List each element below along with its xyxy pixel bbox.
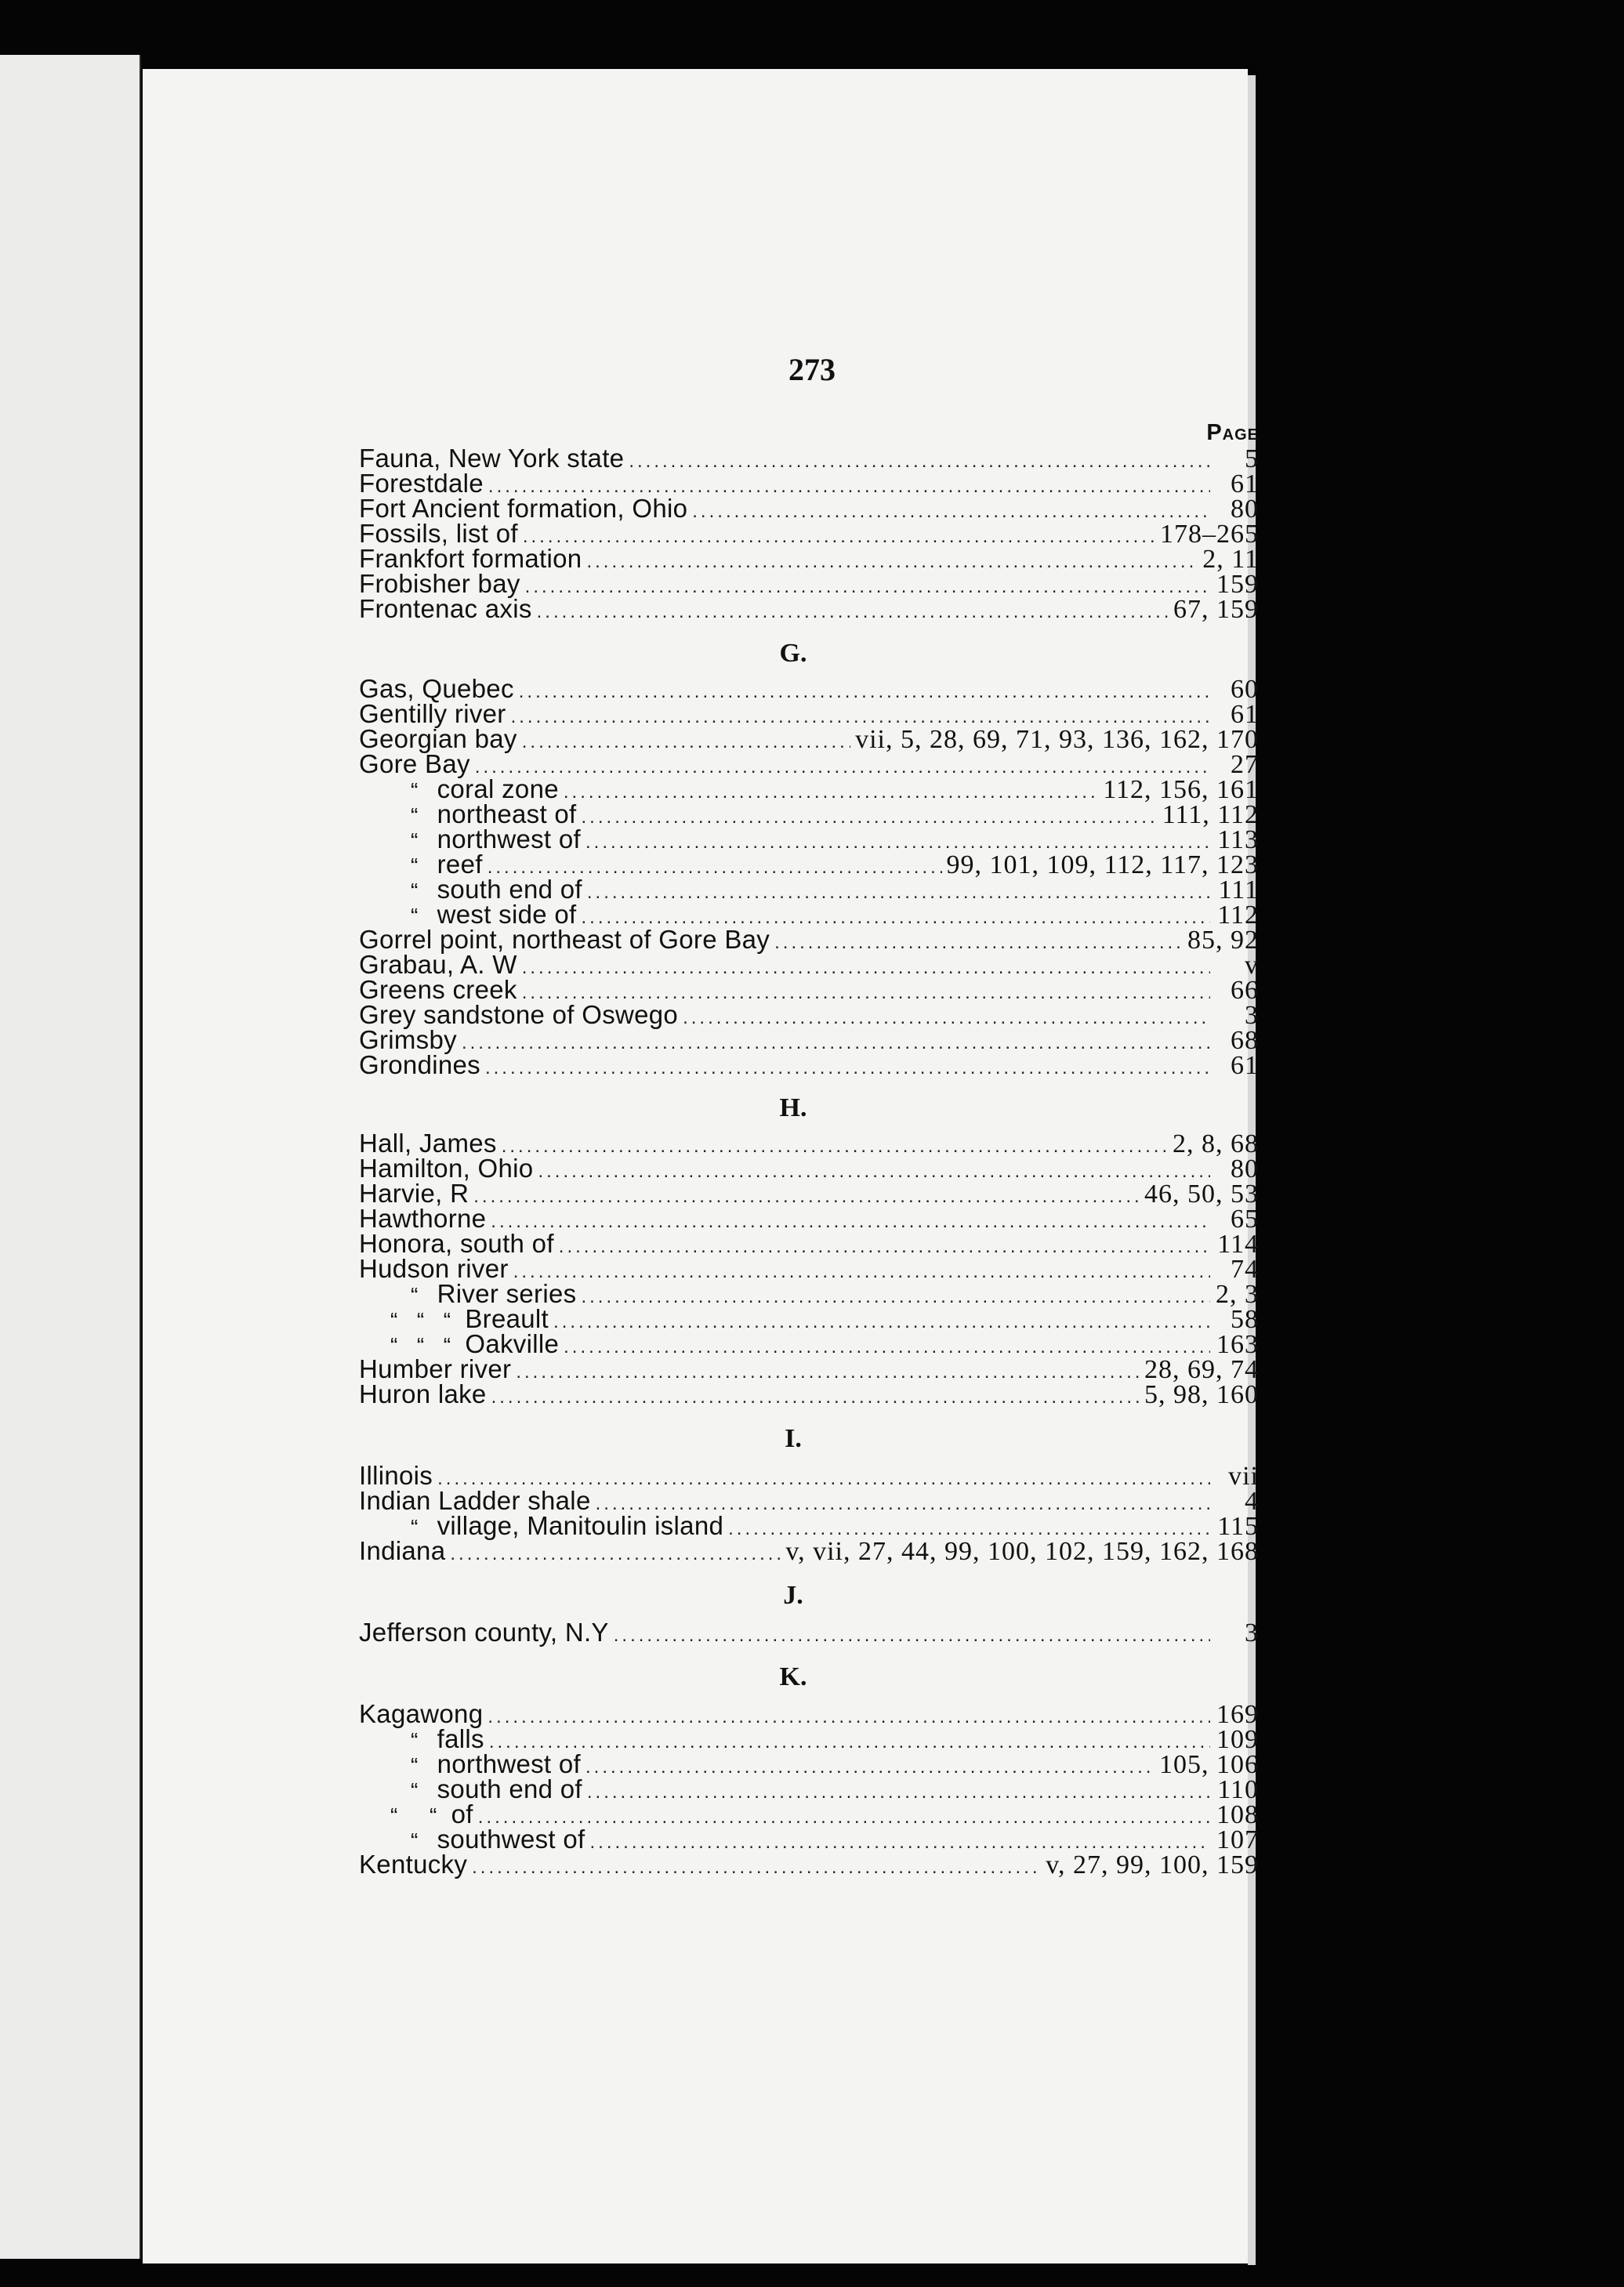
- index-entry: [359, 1131, 1259, 1156]
- ditto-mark: “: [411, 1778, 419, 1803]
- leader-dots: [683, 1006, 1210, 1031]
- leader-dots: [586, 549, 1198, 574]
- page-references: 105, 106: [1159, 1750, 1259, 1779]
- index-section: [359, 1662, 1259, 1877]
- page-references: 46, 50, 53: [1144, 1180, 1259, 1209]
- index-term: Grey sandstone of Oswego: [359, 1000, 679, 1029]
- index-entry: [359, 1354, 1259, 1384]
- index-entry: [359, 701, 1259, 727]
- leader-dots: [581, 1285, 1210, 1310]
- index-section: [359, 1581, 1259, 1645]
- section-letter: J.: [783, 1581, 803, 1610]
- index-term: Harvie, R: [359, 1179, 469, 1208]
- page-column-heading: Page: [1206, 420, 1259, 445]
- page-references: 61: [1231, 1051, 1259, 1080]
- index-term: Fauna, New York state: [359, 444, 625, 473]
- index-term: Forestdale: [359, 469, 484, 498]
- page-references: 2, 3: [1216, 1280, 1259, 1309]
- index-term: northwest of: [437, 1749, 581, 1778]
- page-references: vii, 5, 28, 69, 71, 93, 136, 162, 170: [855, 725, 1259, 754]
- leader-dots: [774, 930, 1183, 955]
- index-entry: [359, 900, 1259, 930]
- index-term: Gas, Quebec: [359, 674, 514, 703]
- page-references: vii: [1228, 1462, 1259, 1491]
- page-references: 113: [1217, 825, 1259, 854]
- leader-dots: [491, 1209, 1210, 1234]
- leader-dots: [450, 1542, 781, 1567]
- ditto-mark: “: [411, 828, 419, 853]
- index-entry: [359, 569, 1259, 599]
- index-term: Gentilly river: [359, 699, 506, 728]
- ditto-mark: “: [411, 778, 419, 803]
- index-term: coral zone: [437, 774, 559, 803]
- index-term: Greens creek: [359, 975, 517, 1004]
- leader-dots: [478, 1805, 1210, 1830]
- leader-dots: [587, 1780, 1210, 1805]
- leader-dots: [489, 1730, 1210, 1755]
- index-term: Illinois: [359, 1461, 433, 1490]
- index-entry: [359, 1699, 1259, 1729]
- index-term: of: [451, 1800, 473, 1829]
- page-references: 28, 69, 74: [1144, 1355, 1259, 1384]
- page-references: v, vii, 27, 44, 99, 100, 102, 159, 162, 168: [785, 1537, 1259, 1566]
- index-entry: [359, 1179, 1259, 1209]
- index-term: Grondines: [359, 1050, 480, 1079]
- page-references: 66: [1231, 976, 1259, 1005]
- page-references: 159: [1216, 570, 1259, 599]
- leader-dots: [553, 1310, 1210, 1335]
- section-letter: K.: [779, 1662, 807, 1691]
- leader-dots: [473, 1184, 1140, 1209]
- index-term: Kentucky: [359, 1850, 468, 1879]
- page-references: 5, 98, 160: [1144, 1380, 1259, 1409]
- page-references: v: [1245, 951, 1259, 980]
- leader-dots: [538, 1159, 1210, 1184]
- index-entry: [359, 1229, 1259, 1259]
- leader-dots: [582, 805, 1158, 830]
- index-entry: [359, 1827, 1259, 1852]
- index-entry: [359, 852, 1259, 877]
- page-references: 115: [1217, 1512, 1259, 1541]
- index-entry: [359, 446, 1259, 471]
- index-section: [359, 1093, 1259, 1407]
- page-references: 111: [1218, 875, 1259, 904]
- index-term: south end of: [437, 875, 582, 904]
- leader-dots: [475, 755, 1210, 780]
- index-term: falls: [437, 1724, 484, 1753]
- index-sections: [359, 446, 1259, 1877]
- index-entry: [359, 1329, 1259, 1359]
- leader-dots: [502, 1134, 1168, 1159]
- leader-dots: [523, 524, 1155, 549]
- index-entry: [359, 596, 1259, 622]
- page-references: 27: [1231, 750, 1259, 779]
- index-term: Grabau, A. W: [359, 950, 517, 979]
- index-term: Indian Ladder shale: [359, 1486, 591, 1515]
- index-entry: [359, 1486, 1259, 1516]
- ditto-mark: “: [411, 1829, 419, 1853]
- leader-dots: [491, 1385, 1140, 1410]
- leader-dots: [472, 1855, 1041, 1880]
- leader-dots: [488, 1705, 1210, 1730]
- page-references: 163: [1216, 1330, 1259, 1359]
- page-references: 80: [1231, 1154, 1259, 1183]
- index-entry: [359, 774, 1259, 804]
- ditto-mark: “: [411, 1753, 419, 1778]
- index-entry: [359, 925, 1259, 955]
- index-entry: [359, 1620, 1259, 1645]
- index-entry: [359, 519, 1259, 549]
- page-references: 5: [1245, 444, 1259, 473]
- index-entry: [359, 1025, 1259, 1055]
- index-section: [359, 639, 1259, 1078]
- leader-dots: [485, 1056, 1210, 1081]
- leader-dots: [522, 955, 1210, 980]
- index-entry: [359, 1204, 1259, 1234]
- page-references: 107: [1216, 1825, 1259, 1854]
- section-letter: H.: [779, 1093, 807, 1122]
- page-references: 110: [1217, 1775, 1259, 1804]
- index-term: Hamilton, Ohio: [359, 1154, 534, 1183]
- index-term: Huron lake: [359, 1379, 487, 1408]
- page-references: 111, 112: [1162, 800, 1259, 829]
- index-entry: [359, 471, 1259, 496]
- page-references: 112, 156, 161: [1103, 775, 1259, 804]
- index-entry: [359, 1050, 1259, 1080]
- leader-dots: [559, 1234, 1210, 1259]
- page-number: 273: [788, 352, 836, 387]
- index-term: Jefferson county, N.Y: [359, 1618, 609, 1647]
- page-references: 58: [1231, 1305, 1259, 1334]
- ditto-mark: “ “ “: [390, 1333, 451, 1357]
- index-entry: [359, 1281, 1259, 1307]
- page-references: 68: [1231, 1026, 1259, 1055]
- index-term: village, Manitoulin island: [437, 1511, 724, 1540]
- index-term: Georgian bay: [359, 724, 517, 753]
- index-term: Fossils, list of: [359, 519, 518, 548]
- index-entry: [359, 1536, 1259, 1566]
- leader-dots: [564, 780, 1098, 805]
- ditto-mark: “: [411, 879, 419, 903]
- leader-dots: [522, 730, 850, 755]
- index-list: [359, 419, 1259, 1877]
- leader-dots: [629, 449, 1210, 474]
- index-term: south end of: [437, 1774, 582, 1803]
- index-term: west side of: [437, 900, 577, 929]
- page-references: 60: [1231, 675, 1259, 704]
- index-term: Gorrel point, northeast of Gore Bay: [359, 925, 770, 954]
- index-term: Indiana: [359, 1536, 446, 1565]
- leader-dots: [516, 1360, 1140, 1385]
- index-entry: [359, 1774, 1259, 1804]
- index-term: northeast of: [437, 799, 577, 828]
- page-references: 80: [1231, 495, 1259, 524]
- index-entry: [359, 799, 1259, 829]
- page-references: 99, 101, 109, 112, 117, 123: [946, 850, 1259, 879]
- page-references: 74: [1231, 1255, 1259, 1284]
- index-term: Fort Ancient formation, Ohio: [359, 494, 688, 523]
- page-references: 178–265: [1160, 520, 1259, 549]
- leader-dots: [513, 1259, 1210, 1285]
- section-letter: G.: [779, 639, 807, 668]
- index-term: Hall, James: [359, 1129, 497, 1158]
- index-term: Hudson river: [359, 1254, 509, 1283]
- ditto-mark: “: [411, 1283, 419, 1307]
- index-entry: [359, 1749, 1259, 1779]
- page-references: 61: [1231, 700, 1259, 729]
- page-references: 169: [1216, 1700, 1259, 1729]
- index-entry: [359, 1802, 1259, 1827]
- index-entry: [359, 1156, 1259, 1181]
- page-references: 114: [1217, 1230, 1259, 1259]
- index-entry: [359, 749, 1259, 779]
- index-term: northwest of: [437, 825, 581, 854]
- ditto-mark: “: [411, 1515, 419, 1539]
- index-entry: [359, 950, 1259, 980]
- index-entry: [359, 1513, 1259, 1539]
- leader-dots: [564, 1335, 1210, 1360]
- index-entry: [359, 544, 1259, 574]
- index-entry: [359, 674, 1259, 704]
- page-references: 112: [1217, 901, 1259, 930]
- index-term: Oakville: [465, 1329, 560, 1358]
- leader-dots: [692, 499, 1210, 524]
- index-entry: [359, 1852, 1259, 1877]
- ditto-mark: “ “: [390, 1803, 437, 1828]
- page-references: 85, 92: [1187, 926, 1259, 955]
- page-references: 65: [1231, 1205, 1259, 1234]
- index-entry: [359, 827, 1259, 852]
- page-references: 108: [1216, 1800, 1259, 1829]
- index-entry: [359, 975, 1259, 1005]
- ditto-mark: “: [411, 904, 419, 928]
- index-term: Grimsby: [359, 1025, 457, 1054]
- page-references: 109: [1216, 1725, 1259, 1754]
- leader-dots: [587, 880, 1210, 905]
- leader-dots: [614, 1623, 1210, 1648]
- page-references: 3: [1245, 1618, 1259, 1647]
- index-term: Breault: [465, 1304, 549, 1333]
- index-term: Honora, south of: [359, 1229, 554, 1258]
- index-term: Humber river: [359, 1354, 512, 1383]
- ditto-mark: “: [411, 803, 419, 828]
- page-references: v, 27, 99, 100, 159: [1046, 1850, 1259, 1879]
- index-entry: [359, 724, 1259, 754]
- page-references: 3: [1245, 1001, 1259, 1030]
- index-section: [359, 1424, 1259, 1564]
- index-term: Frankfort formation: [359, 544, 582, 573]
- section-letter: I.: [785, 1424, 802, 1453]
- index-entry: [359, 494, 1259, 524]
- ditto-mark: “ “ “: [390, 1308, 451, 1332]
- index-term: Frobisher bay: [359, 569, 520, 598]
- ditto-mark: “: [411, 854, 419, 878]
- leader-dots: [537, 600, 1169, 625]
- leader-dots: [519, 680, 1210, 705]
- index-entry: [359, 1461, 1259, 1491]
- index-entry: [359, 1304, 1259, 1334]
- index-term: Kagawong: [359, 1699, 484, 1728]
- index-entry: [359, 1254, 1259, 1284]
- index-term: River series: [437, 1279, 577, 1308]
- index-section: [359, 446, 1259, 622]
- index-entry: [359, 1724, 1259, 1754]
- index-term: Hawthorne: [359, 1204, 487, 1233]
- index-term: Gore Bay: [359, 749, 470, 778]
- leader-dots: [462, 1031, 1210, 1056]
- index-term: southwest of: [437, 1825, 585, 1854]
- leader-dots: [585, 1755, 1155, 1780]
- index-entry: [359, 1379, 1259, 1409]
- page-references: 2, 8, 68: [1173, 1129, 1259, 1158]
- leader-dots: [525, 574, 1210, 600]
- index-term: Frontenac axis: [359, 594, 532, 623]
- index-entry: [359, 877, 1259, 902]
- page-references: 67, 159: [1173, 595, 1259, 624]
- page-references: 61: [1231, 469, 1259, 498]
- index-entry: [359, 1002, 1259, 1028]
- page-references: 4: [1245, 1487, 1259, 1516]
- ditto-mark: “: [411, 1728, 419, 1752]
- index-term: reef: [437, 850, 483, 879]
- page-references: 2, 11: [1202, 545, 1259, 574]
